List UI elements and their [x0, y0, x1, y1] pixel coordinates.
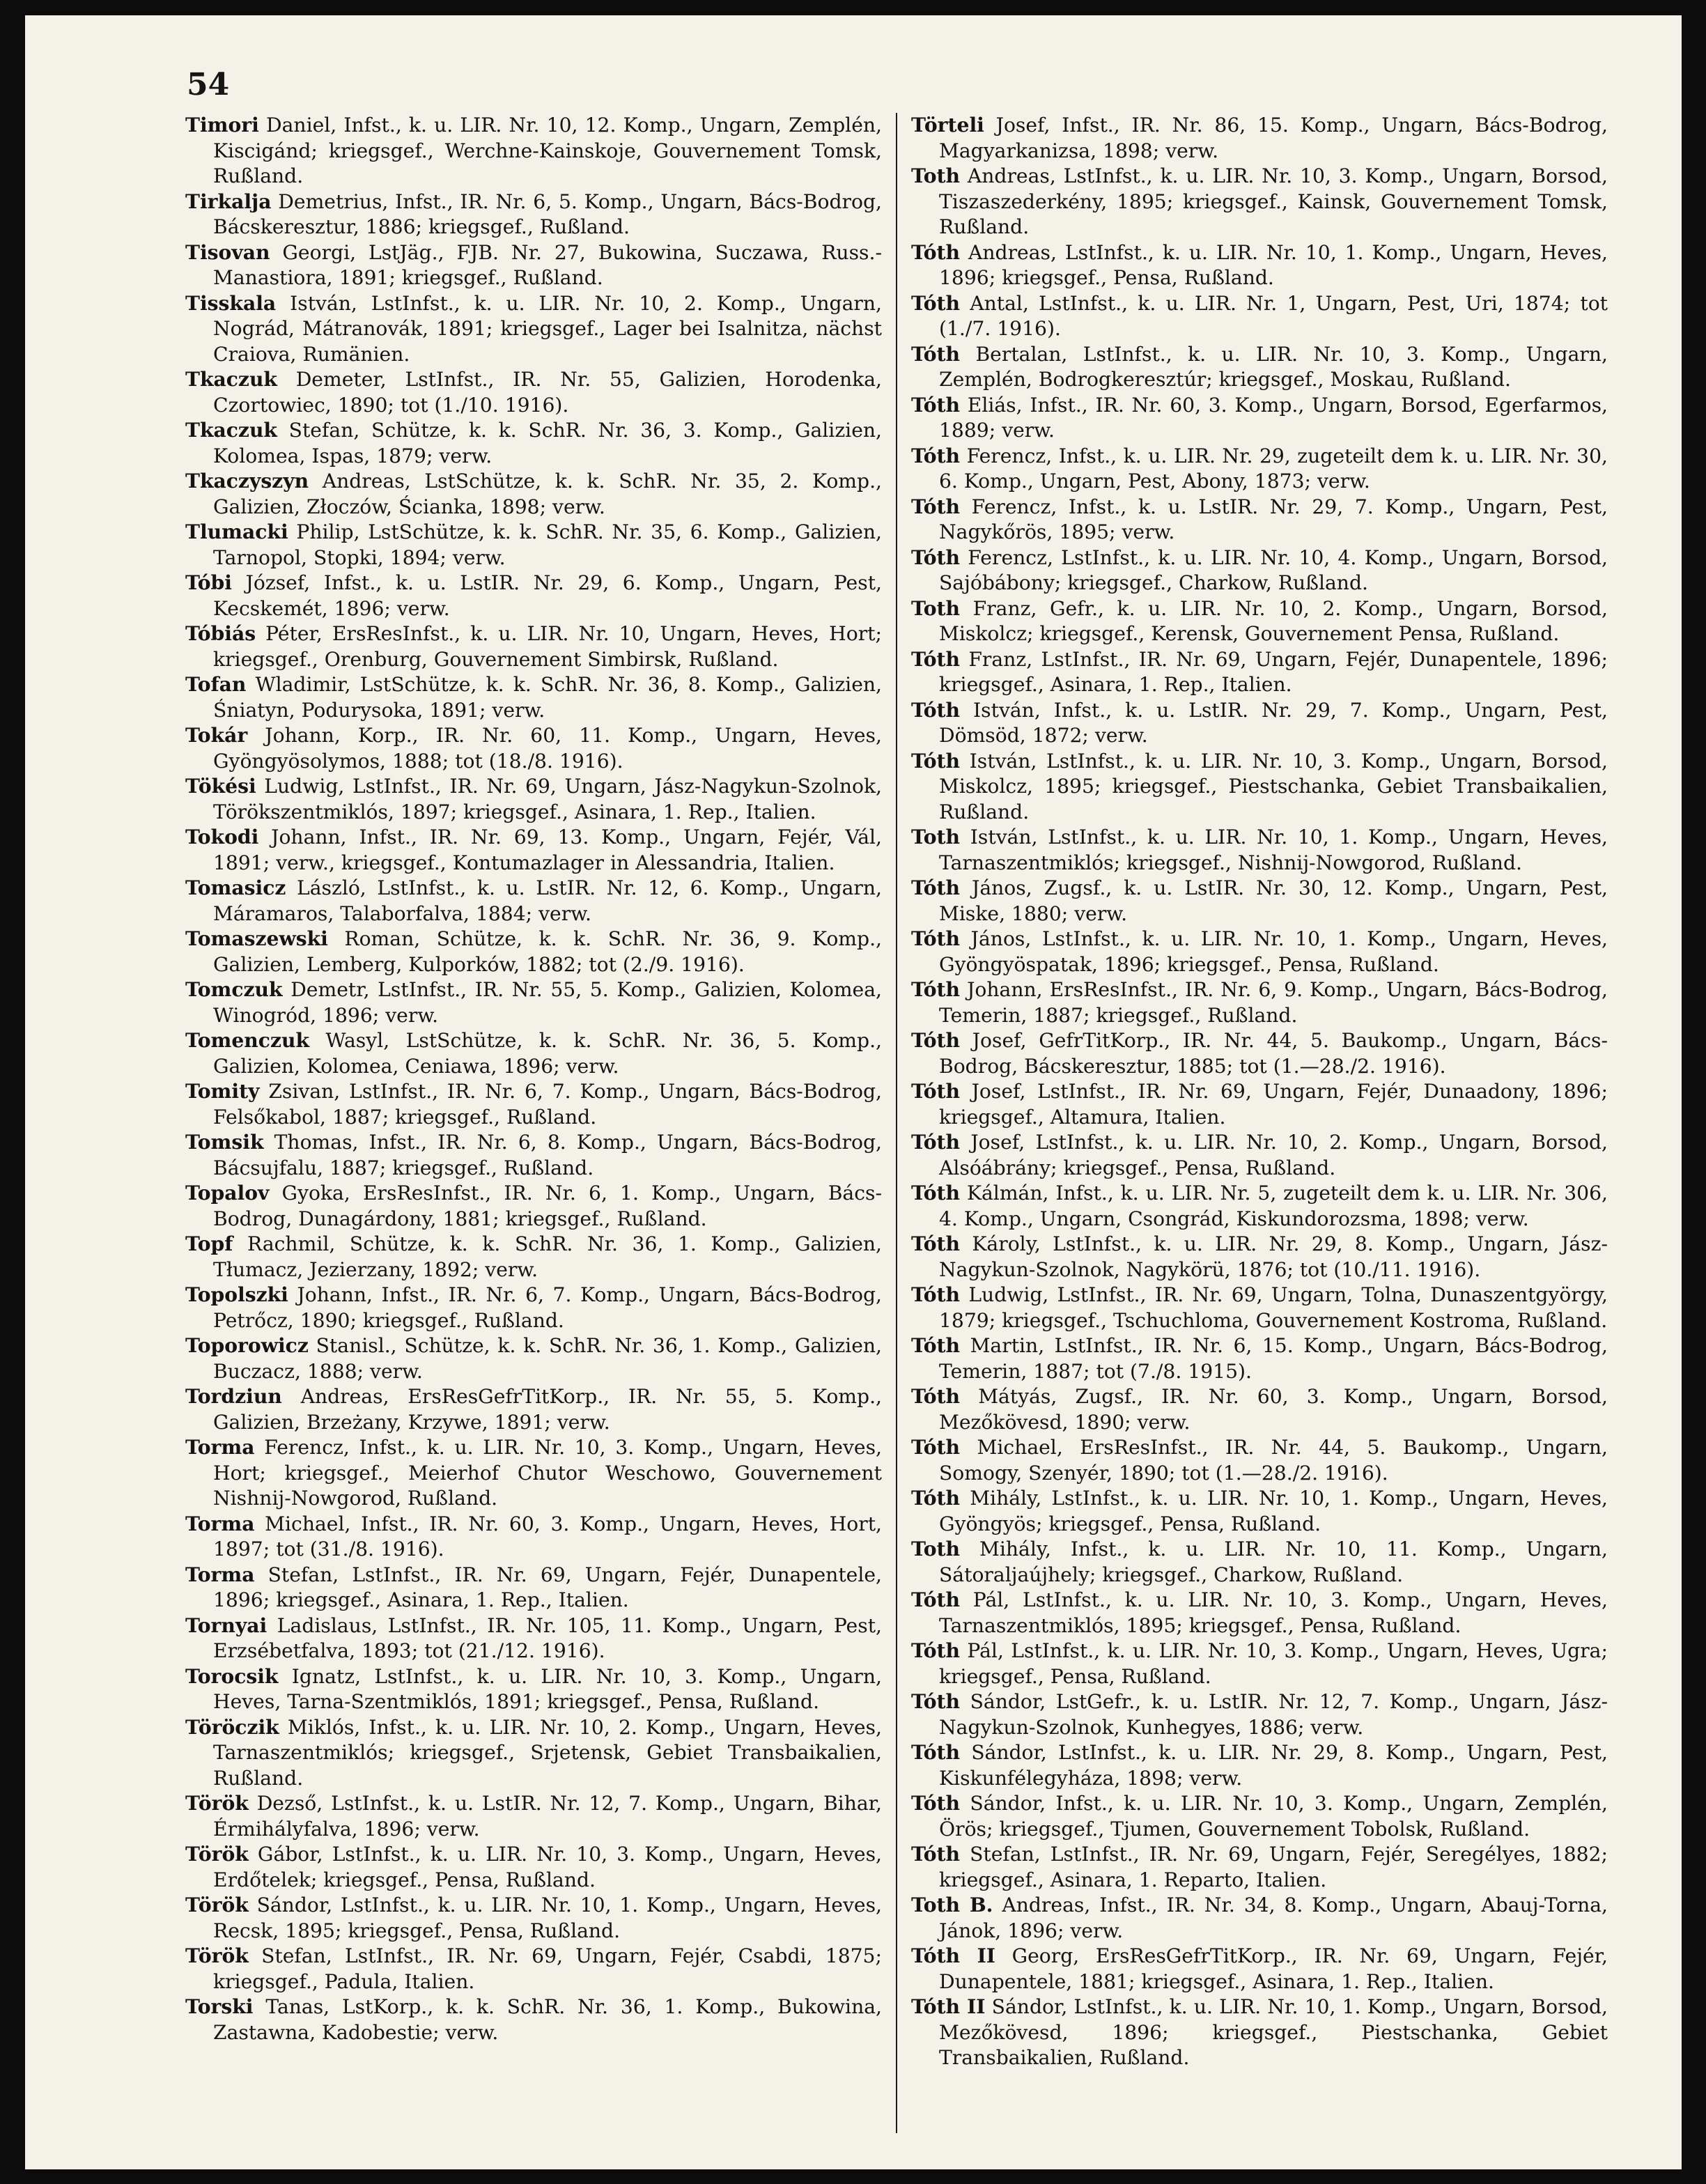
roll-entry: [911, 1232, 1608, 1283]
entry-surname: Toth: [911, 826, 961, 849]
entry-details: Mihály, LstInfst., k. u. LIR. Nr. 10, 1. Komp., Ungarn, Heves, Gyöngyös; kriegsgef., Pensa, Rußland.: [939, 1487, 1608, 1535]
roll-entry: [185, 876, 882, 927]
roll-entry: [911, 393, 1608, 444]
roll-entry: [185, 1791, 882, 1842]
entry-details: Johann, ErsResInfst., IR. Nr. 6, 9. Komp., Ungarn, Bács-Bodrog, Temerin, 1887; kriegsgef., Rußland.: [939, 978, 1608, 1027]
entry-details: Sándor, LstInfst., k. u. LIR. Nr. 10, 1. Komp., Ungarn, Borsod, Mezőkövesd, 1896; kriegsgef., Piestschanka, Gebiet Transbaikalien, Rußland.: [939, 1995, 1608, 2069]
entry-surname: Tóbiás: [185, 622, 256, 645]
entry-details: István, LstInfst., k. u. LIR. Nr. 10, 3. Komp., Ungarn, Borsod, Miskolcz, 1895; kriegsgef., Piestschanka, Gebiet Transbaikalien, Rußland.: [939, 749, 1608, 823]
roll-entry: [911, 1740, 1608, 1791]
roll-entry: [185, 418, 882, 469]
entry-details: Wasyl, LstSchütze, k. k. SchR. Nr. 36, 5. Komp., Galizien, Kolomea, Ceniawa, 1896; verw.: [213, 1029, 882, 1078]
roll-entry: [911, 1893, 1608, 1944]
entry-details: József, Infst., k. u. LstIR. Nr. 29, 6. Komp., Ungarn, Pest, Kecskemét, 1896; verw.: [213, 571, 882, 620]
roll-entry: [185, 189, 882, 240]
entry-surname: Tóth: [911, 1436, 961, 1459]
entry-surname: Tóth: [911, 1690, 961, 1713]
entry-surname: Tóth: [911, 393, 961, 417]
entry-surname: Torski: [185, 1995, 254, 2018]
entry-details: Georgi, LstJäg., FJB. Nr. 27, Bukowina, Suczawa, Russ.-Manastiora, 1891; kriegsgef., Rußland.: [213, 240, 882, 289]
entry-surname: Tisskala: [185, 291, 277, 315]
entry-details: Johann, Infst., IR. Nr. 6, 7. Komp., Ungarn, Bács-Bodrog, Petrőcz, 1890; kriegsgef., Rußland.: [213, 1283, 882, 1332]
entry-details: Franz, LstInfst., IR. Nr. 69, Ungarn, Fejér, Dunapentele, 1896; kriegsgef., Asinara, 1. Rep., Italien.: [939, 647, 1608, 696]
entry-details: János, LstInfst., k. u. LIR. Nr. 10, 1. Komp., Ungarn, Heves, Gyöngyöspatak, 1896; kriegsgef., Pensa, Rußland.: [939, 927, 1608, 976]
entry-surname: Tkaczyszyn: [185, 470, 309, 493]
roll-entry: [185, 1435, 882, 1512]
roll-entry: [911, 1944, 1608, 1995]
roll-entry: [185, 723, 882, 774]
roll-entry: [911, 596, 1608, 647]
roll-entry: [911, 977, 1608, 1028]
roll-entry: [185, 1613, 882, 1664]
roll-entry: [185, 1893, 882, 1944]
entry-details: Antal, LstInfst., k. u. LIR. Nr. 1, Ungarn, Pest, Uri, 1874; tot (1./7. 1916).: [939, 291, 1608, 340]
entry-surname: Topalov: [185, 1182, 270, 1205]
roll-entry: [185, 1079, 882, 1130]
entry-details: Andreas, ErsResGefrTitKorp., IR. Nr. 55, 5. Komp., Galizien, Brzeżany, Krzywe, 1891; verw.: [213, 1385, 882, 1434]
roll-entry: [185, 1664, 882, 1715]
entry-details: Károly, LstInfst., k. u. LIR. Nr. 29, 8. Komp., Ungarn, Jász-Nagykun-Szolnok, Nagykörü, 1876; tot (10./11. 1916).: [939, 1232, 1608, 1281]
entry-details: Pál, LstInfst., k. u. LIR. Nr. 10, 3. Komp., Ungarn, Heves, Tarnaszentmiklós, 1895; kriegsgef., Pensa, Rußland.: [939, 1588, 1608, 1637]
entry-surname: Tóth: [911, 444, 961, 467]
roll-entry: [911, 113, 1608, 164]
roll-entry: [185, 1512, 882, 1563]
roll-entry: [911, 1689, 1608, 1740]
entry-details: Johann, Korp., IR. Nr. 60, 11. Komp., Ungarn, Heves, Gyöngyösolymos, 1888; tot (18./8. 1916).: [213, 724, 882, 773]
roll-entry: [911, 927, 1608, 977]
entry-details: Wladimir, LstSchütze, k. k. SchR. Nr. 36, 8. Komp., Galizien, Śniatyn, Podurysoka, 1891; verw.: [213, 673, 882, 722]
roll-entry: [185, 1283, 882, 1333]
entry-surname: Tóth: [911, 1487, 961, 1510]
entry-details: Sándor, LstGefr., k. u. LstIR. Nr. 12, 7. Komp., Ungarn, Jász-Nagykun-Szolnok, Kunhegyes, 1886; verw.: [939, 1690, 1608, 1739]
entry-surname: Tkaczuk: [185, 368, 277, 391]
entry-details: Josef, LstInfst., k. u. LIR. Nr. 10, 2. Komp., Ungarn, Borsod, Alsóábrány; kriegsgef., Pensa, Rußland.: [939, 1131, 1608, 1179]
entry-details: Demetrius, Infst., IR. Nr. 6, 5. Komp., Ungarn, Bács-Bodrog, Bácskeresztur, 1886; kriegsgef., Rußland.: [213, 189, 882, 238]
roll-entry: [911, 825, 1608, 876]
roll-entry: [911, 342, 1608, 393]
roll-entry: [911, 1384, 1608, 1435]
roll-entry: [185, 774, 882, 825]
entry-surname: Tóth: [911, 978, 961, 1001]
entry-details: Sándor, LstInfst., k. u. LIR. Nr. 10, 1. Komp., Ungarn, Heves, Recsk, 1895; kriegsgef., Pensa, Rußland.: [213, 1893, 882, 1942]
entry-details: Michael, Infst., IR. Nr. 60, 3. Komp., Ungarn, Heves, Hort, 1897; tot (31./8. 1916).: [213, 1512, 882, 1560]
entry-surname: Torocsik: [185, 1664, 279, 1688]
roll-entry: [185, 672, 882, 723]
entry-surname: Tomczuk: [185, 978, 283, 1001]
entry-details: Bertalan, LstInfst., k. u. LIR. Nr. 10, 3. Komp., Ungarn, Zemplén, Bodrogkeresztúr; kriegsgef., Moskau, Rußland.: [939, 342, 1608, 391]
entry-surname: Toporowicz: [185, 1334, 309, 1357]
entry-details: Kálmán, Infst., k. u. LIR. Nr. 5, zugeteilt dem k. u. LIR. Nr. 306, 4. Komp., Ungarn, Csongrád, Kiskundorozsma, 1898; verw.: [939, 1182, 1608, 1230]
roll-entry: [911, 1181, 1608, 1232]
roll-entry: [911, 1791, 1608, 1842]
entry-details: Andreas, LstInfst., k. u. LIR. Nr. 10, 1. Komp., Ungarn, Heves, 1896; kriegsgef., Pensa, Rußland.: [939, 240, 1608, 289]
entry-surname: Tóth: [911, 876, 961, 899]
entry-surname: Tóth: [911, 1131, 961, 1154]
roll-entry: [185, 1563, 882, 1613]
roll-entry: [185, 977, 882, 1028]
entry-details: Péter, ErsResInfst., k. u. LIR. Nr. 10, Ungarn, Heves, Hort; kriegsgef., Orenburg, Gouvernement Simbirsk, Rußland.: [213, 622, 882, 671]
entry-surname: Tlumacki: [185, 520, 288, 543]
entry-details: László, LstInfst., k. u. LstIR. Nr. 12, 6. Komp., Ungarn, Máramaros, Talaborfalva, 1884; verw.: [213, 876, 882, 925]
entry-surname: Tordziun: [185, 1385, 282, 1408]
entry-details: Josef, LstInfst., IR. Nr. 69, Ungarn, Fejér, Dunaadony, 1896; kriegsgef., Altamura, Italien.: [939, 1080, 1608, 1129]
entry-surname: Tóth: [911, 647, 961, 671]
roll-entry: [185, 520, 882, 571]
entry-surname: Tirkalja: [185, 189, 272, 213]
entry-surname: Torma: [185, 1436, 255, 1459]
entry-surname: Tóth: [911, 1283, 961, 1306]
entry-surname: Tóth II: [911, 1944, 995, 1967]
entry-surname: Tóth: [911, 1639, 961, 1662]
roll-entry: [911, 1995, 1608, 2071]
entry-surname: Tkaczuk: [185, 419, 277, 442]
roll-entry: [185, 1232, 882, 1283]
roll-entry: [185, 469, 882, 520]
entry-surname: Tóth: [911, 1232, 961, 1255]
entry-details: Dezső, LstInfst., k. u. LstIR. Nr. 12, 7. Komp., Ungarn, Bihar, Érmihályfalva, 1896; verw.: [213, 1792, 882, 1841]
entry-details: Roman, Schütze, k. k. SchR. Nr. 36, 9. Komp., Galizien, Lemberg, Kulporków, 1882; tot (2./9. 1916).: [213, 927, 882, 976]
entry-surname: Tomsik: [185, 1131, 264, 1154]
entry-surname: Torma: [185, 1512, 255, 1535]
roll-entry: [185, 1333, 882, 1384]
entry-details: Ferencz, Infst., k. u. LIR. Nr. 10, 3. Komp., Ungarn, Heves, Hort; kriegsgef., Meierhof Chutor Weschowo, Gouvernement Nishnij-Nowgorod, Rußland.: [213, 1436, 882, 1510]
entry-surname: Tóbi: [185, 571, 232, 594]
entry-details: Ferencz, Infst., k. u. LstIR. Nr. 29, 7. Komp., Ungarn, Pest, Nagykőrös, 1895; verw.: [939, 495, 1608, 543]
roll-entry: [911, 749, 1608, 826]
roll-entry: [911, 1537, 1608, 1588]
entry-surname: Tokár: [185, 724, 248, 747]
roll-entry: [911, 1588, 1608, 1639]
roll-entry: [185, 1842, 882, 1893]
roll-entry: [185, 1181, 882, 1232]
entry-details: Stefan, Schütze, k. k. SchR. Nr. 36, 3. Komp., Galizien, Kolomea, Ispas, 1879; verw.: [213, 419, 882, 467]
roll-entry: [185, 240, 882, 291]
roll-entry: [185, 1130, 882, 1181]
entry-details: Franz, Gefr., k. u. LIR. Nr. 10, 2. Komp., Ungarn, Borsod, Miskolcz; kriegsgef., Kerensk, Gouvernement Pensa, Rußland.: [939, 596, 1608, 645]
entry-details: Michael, ErsResInfst., IR. Nr. 44, 5. Baukomp., Ungarn, Somogy, Szenyér, 1890; tot (1.—28./2. 1916).: [939, 1436, 1608, 1485]
entry-surname: Torma: [185, 1563, 255, 1586]
entry-surname: Tofan: [185, 673, 247, 696]
entry-surname: Tokodi: [185, 826, 259, 849]
roll-entry: [911, 545, 1608, 596]
entry-details: Ludwig, LstInfst., IR. Nr. 69, Ungarn, Jász-Nagykun-Szolnok, Törökszentmiklós, 1897; kriegsgef., Asinara, 1. Rep., Italien.: [213, 775, 882, 823]
entry-details: Johann, Infst., IR. Nr. 69, 13. Komp., Ungarn, Fejér, Vál, 1891; verw., kriegsgef., Kontumazlager in Alessandria, Italien.: [213, 826, 882, 874]
roll-entry: [185, 1028, 882, 1079]
roll-entry: [911, 1639, 1608, 1689]
entry-surname: Toth: [911, 1538, 961, 1560]
entry-details: Sándor, LstInfst., k. u. LIR. Nr. 29, 8. Komp., Ungarn, Pest, Kiskunfélegyháza, 1898; verw.: [939, 1741, 1608, 1790]
entry-details: Martin, LstInfst., IR. Nr. 6, 15. Komp., Ungarn, Bács-Bodrog, Temerin, 1887; tot (7./8. 1915).: [939, 1334, 1608, 1383]
entry-details: Ignatz, LstInfst., k. u. LIR. Nr. 10, 3. Komp., Ungarn, Heves, Tarna-Szentmiklós, 1891; kriegsgef., Pensa, Rußland.: [213, 1664, 882, 1713]
entry-details: Sándor, Infst., k. u. LIR. Nr. 10, 3. Komp., Ungarn, Zemplén, Örös; kriegsgef., Tjumen, Gouvernement Tobolsk, Rußland.: [939, 1792, 1608, 1841]
entry-surname: Török: [185, 1944, 249, 1967]
roll-entry: [911, 1079, 1608, 1130]
entry-details: Zsivan, LstInfst., IR. Nr. 6, 7. Komp., Ungarn, Bács-Bodrog, Felsőkabol, 1887; kriegsgef., Rußland.: [213, 1080, 882, 1129]
roll-entry: [185, 571, 882, 621]
entry-details: Stefan, LstInfst., IR. Nr. 69, Ungarn, Fejér, Dunapentele, 1896; kriegsgef., Asinara, 1. Rep., Italien.: [213, 1563, 882, 1611]
entry-surname: Török: [185, 1792, 249, 1815]
entry-surname: Tóth: [911, 1741, 961, 1764]
entry-surname: Toth: [911, 596, 961, 620]
entry-surname: Tóth: [911, 1588, 961, 1611]
entry-details: Josef, GefrTitKorp., IR. Nr. 44, 5. Baukomp., Ungarn, Bács-Bodrog, Bácskeresztur, 1885; tot (1.—28./2. 1916).: [939, 1029, 1608, 1078]
roll-entry: [911, 698, 1608, 749]
roll-entry: [911, 1283, 1608, 1333]
roll-entry: [911, 164, 1608, 240]
entry-surname: Tóth: [911, 240, 961, 264]
entry-details: István, LstInfst., k. u. LIR. Nr. 10, 1. Komp., Ungarn, Heves, Tarnaszentmiklós; kriegsgef., Nishnij-Nowgorod, Rußland.: [939, 826, 1608, 874]
roll-entry: [911, 291, 1608, 342]
roll-entry: [185, 1384, 882, 1435]
entry-details: Stanisl., Schütze, k. k. SchR. Nr. 36, 1. Komp., Galizien, Buczacz, 1888; verw.: [213, 1334, 882, 1383]
entry-surname: Tóth II: [911, 1995, 986, 2018]
entry-details: István, Infst., k. u. LstIR. Nr. 29, 7. Komp., Ungarn, Pest, Dömsöd, 1872; verw.: [939, 698, 1608, 747]
roll-entry: [185, 927, 882, 977]
roll-entry: [911, 1028, 1608, 1079]
entry-surname: Topolszki: [185, 1283, 288, 1306]
entry-surname: Tóth: [911, 1385, 961, 1408]
entry-details: Eliás, Infst., IR. Nr. 60, 3. Komp., Ungarn, Borsod, Egerfarmos, 1889; verw.: [939, 393, 1608, 442]
entry-details: Andreas, LstSchütze, k. k. SchR. Nr. 35, 2. Komp., Galizien, Złoczów, Ścianka, 1898; verw.: [213, 470, 882, 518]
entry-details: Rachmil, Schütze, k. k. SchR. Nr. 36, 1. Komp., Galizien, Tłumacz, Jezierzany, 1892; verw.: [213, 1232, 882, 1281]
entry-surname: Toth: [911, 164, 961, 187]
entry-details: Andreas, Infst., IR. Nr. 34, 8. Komp., Ungarn, Abauj-Torna, Jánok, 1896; verw.: [939, 1893, 1608, 1942]
roll-entry: [911, 1486, 1608, 1537]
entry-surname: Tökési: [185, 775, 256, 798]
entry-details: Demeter, LstInfst., IR. Nr. 55, Galizien, Horodenka, Czortowiec, 1890; tot (1./10. 1916).: [213, 368, 882, 417]
roll-entry: [911, 495, 1608, 545]
left-column: [185, 113, 882, 2045]
entry-details: János, Zugsf., k. u. LstIR. Nr. 30, 12. Komp., Ungarn, Pest, Miske, 1880; verw.: [939, 876, 1608, 925]
entry-details: Demetr, LstInfst., IR. Nr. 55, 5. Komp., Galizien, Kolomea, Winogród, 1896; verw.: [213, 978, 882, 1027]
entry-details: Miklós, Infst., k. u. LIR. Nr. 10, 2. Komp., Ungarn, Heves, Tarnaszentmiklós; kriegsgef., Srjetensk, Gebiet Transbaikalien, Rußland.: [213, 1715, 882, 1790]
roll-entry: [911, 444, 1608, 495]
entry-surname: Tóth: [911, 698, 961, 722]
entry-details: Gábor, LstInfst., k. u. LIR. Nr. 10, 3. Komp., Ungarn, Heves, Erdőtelek; kriegsgef., Pensa, Rußland.: [213, 1843, 882, 1891]
roll-entry: [911, 1130, 1608, 1181]
page-number: 54: [187, 67, 230, 102]
entry-surname: Török: [185, 1893, 249, 1916]
entry-details: Ferencz, Infst., k. u. LIR. Nr. 29, zugeteilt dem k. u. LIR. Nr. 30, 6. Komp., Ungarn, Pest, Abony, 1873; verw.: [939, 444, 1608, 493]
entry-surname: Tomenczuk: [185, 1029, 309, 1052]
entry-surname: Tóth: [911, 1334, 961, 1357]
entry-details: Daniel, Infst., k. u. LIR. Nr. 10, 12. Komp., Ungarn, Zemplén, Kiscigánd; kriegsgef., Werchne-Kainskoje, Gouvernement Tomsk, Rußland.: [213, 114, 882, 187]
entry-surname: Tóth: [911, 1182, 961, 1205]
entry-details: Philip, LstSchütze, k. k. SchR. Nr. 35, 6. Komp., Galizien, Tarnopol, Stopki, 1894; verw.: [213, 520, 882, 569]
entry-details: Georg, ErsResGefrTitKorp., IR. Nr. 69, Ungarn, Fejér, Dunapentele, 1881; kriegsgef., Asinara, 1. Rep., Italien.: [939, 1944, 1608, 1993]
entry-surname: Tomaszewski: [185, 927, 328, 950]
entry-surname: Tóth: [911, 1080, 961, 1103]
entry-surname: Tóth: [911, 1029, 961, 1052]
entry-details: Thomas, Infst., IR. Nr. 6, 8. Komp., Ungarn, Bács-Bodrog, Bácsujfalu, 1887; kriegsgef., Rußland.: [213, 1131, 882, 1179]
entry-surname: Töröczik: [185, 1715, 279, 1739]
entry-surname: Tóth: [911, 342, 961, 366]
roll-entry: [185, 621, 882, 672]
column-divider: [896, 113, 897, 2133]
right-column: [911, 113, 1608, 2071]
entry-surname: Tóth: [911, 1792, 961, 1815]
entry-surname: Tóth: [911, 291, 961, 315]
entry-surname: Tóth: [911, 545, 961, 569]
entry-surname: Tisovan: [185, 240, 270, 264]
roll-entry: [911, 240, 1608, 291]
entry-surname: Tóth: [911, 927, 961, 950]
entry-surname: Törteli: [911, 114, 984, 137]
entry-details: Pál, LstInfst., k. u. LIR. Nr. 10, 3. Komp., Ungarn, Heves, Ugra; kriegsgef., Pensa, Rußland.: [939, 1639, 1608, 1688]
roll-entry: [911, 647, 1608, 698]
entry-details: Mátyás, Zugsf., IR. Nr. 60, 3. Komp., Ungarn, Borsod, Mezőkövesd, 1890; verw.: [939, 1385, 1608, 1434]
roll-entry: [911, 1333, 1608, 1384]
roll-entry: [185, 113, 882, 189]
roll-entry: [185, 1715, 882, 1792]
roll-entry: [185, 1944, 882, 1995]
entry-surname: Topf: [185, 1232, 233, 1255]
entry-details: Ladislaus, LstInfst., IR. Nr. 105, 11. Komp., Ungarn, Pest, Erzsébetfalva, 1893; tot (21./12. 1916).: [213, 1613, 882, 1662]
roll-entry: [185, 291, 882, 368]
entry-surname: Tóth: [911, 495, 961, 518]
entry-surname: Tóth: [911, 1843, 961, 1866]
roll-entry: [185, 825, 882, 876]
entry-details: Mihály, Infst., k. u. LIR. Nr. 10, 11. Komp., Ungarn, Sátoraljaújhely; kriegsgef., Charkow, Rußland.: [939, 1538, 1608, 1586]
entry-details: Stefan, LstInfst., IR. Nr. 69, Ungarn, Fejér, Csabdi, 1875; kriegsgef., Padula, Italien.: [213, 1944, 882, 1993]
entry-surname: Tóth: [911, 749, 961, 773]
entry-surname: Török: [185, 1843, 249, 1866]
entry-surname: Toth B.: [911, 1893, 993, 1916]
entry-details: Tanas, LstKorp., k. k. SchR. Nr. 36, 1. Komp., Bukowina, Zastawna, Kadobestie; verw.: [213, 1995, 882, 2044]
entry-details: Gyoka, ErsResInfst., IR. Nr. 6, 1. Komp., Ungarn, Bács-Bodrog, Dunagárdony, 1881; kriegsgef., Rußland.: [213, 1182, 882, 1230]
entry-surname: Timori: [185, 114, 259, 137]
entry-details: Ferencz, LstInfst., k. u. LIR. Nr. 10, 4. Komp., Ungarn, Borsod, Sajóbábony; kriegsgef., Charkow, Rußland.: [939, 545, 1608, 594]
entry-details: Ludwig, LstInfst., IR. Nr. 69, Ungarn, Tolna, Dunaszentgyörgy, 1879; kriegsgef., Tschuchloma, Gouvernement Kostroma, Rußland.: [939, 1283, 1608, 1332]
roll-entry: [185, 1995, 882, 2045]
roll-entry: [185, 367, 882, 418]
entry-surname: Tornyai: [185, 1613, 267, 1637]
roll-entry: [911, 1435, 1608, 1486]
roll-entry: [911, 1842, 1608, 1893]
roll-entry: [911, 876, 1608, 927]
entry-surname: Tomity: [185, 1080, 260, 1103]
entry-details: Stefan, LstInfst., IR. Nr. 69, Ungarn, Fejér, Seregélyes, 1882; kriegsgef., Asinara, 1. Reparto, Italien.: [939, 1843, 1608, 1891]
entry-details: Josef, Infst., IR. Nr. 86, 15. Komp., Ungarn, Bács-Bodrog, Magyarkanizsa, 1898; verw.: [939, 114, 1608, 162]
entry-details: István, LstInfst., k. u. LIR. Nr. 10, 2. Komp., Ungarn, Nográd, Mátranovák, 1891; kriegsgef., Lager bei Isalnitza, nächst Craiova, Rumänien.: [213, 291, 882, 366]
entry-details: Andreas, LstInfst., k. u. LIR. Nr. 10, 3. Komp., Ungarn, Borsod, Tiszaszederkény, 1895; kriegsgef., Kainsk, Gouvernement Tomsk, Rußland.: [939, 164, 1608, 238]
entry-surname: Tomasicz: [185, 876, 286, 899]
document-page: [25, 15, 1682, 2169]
